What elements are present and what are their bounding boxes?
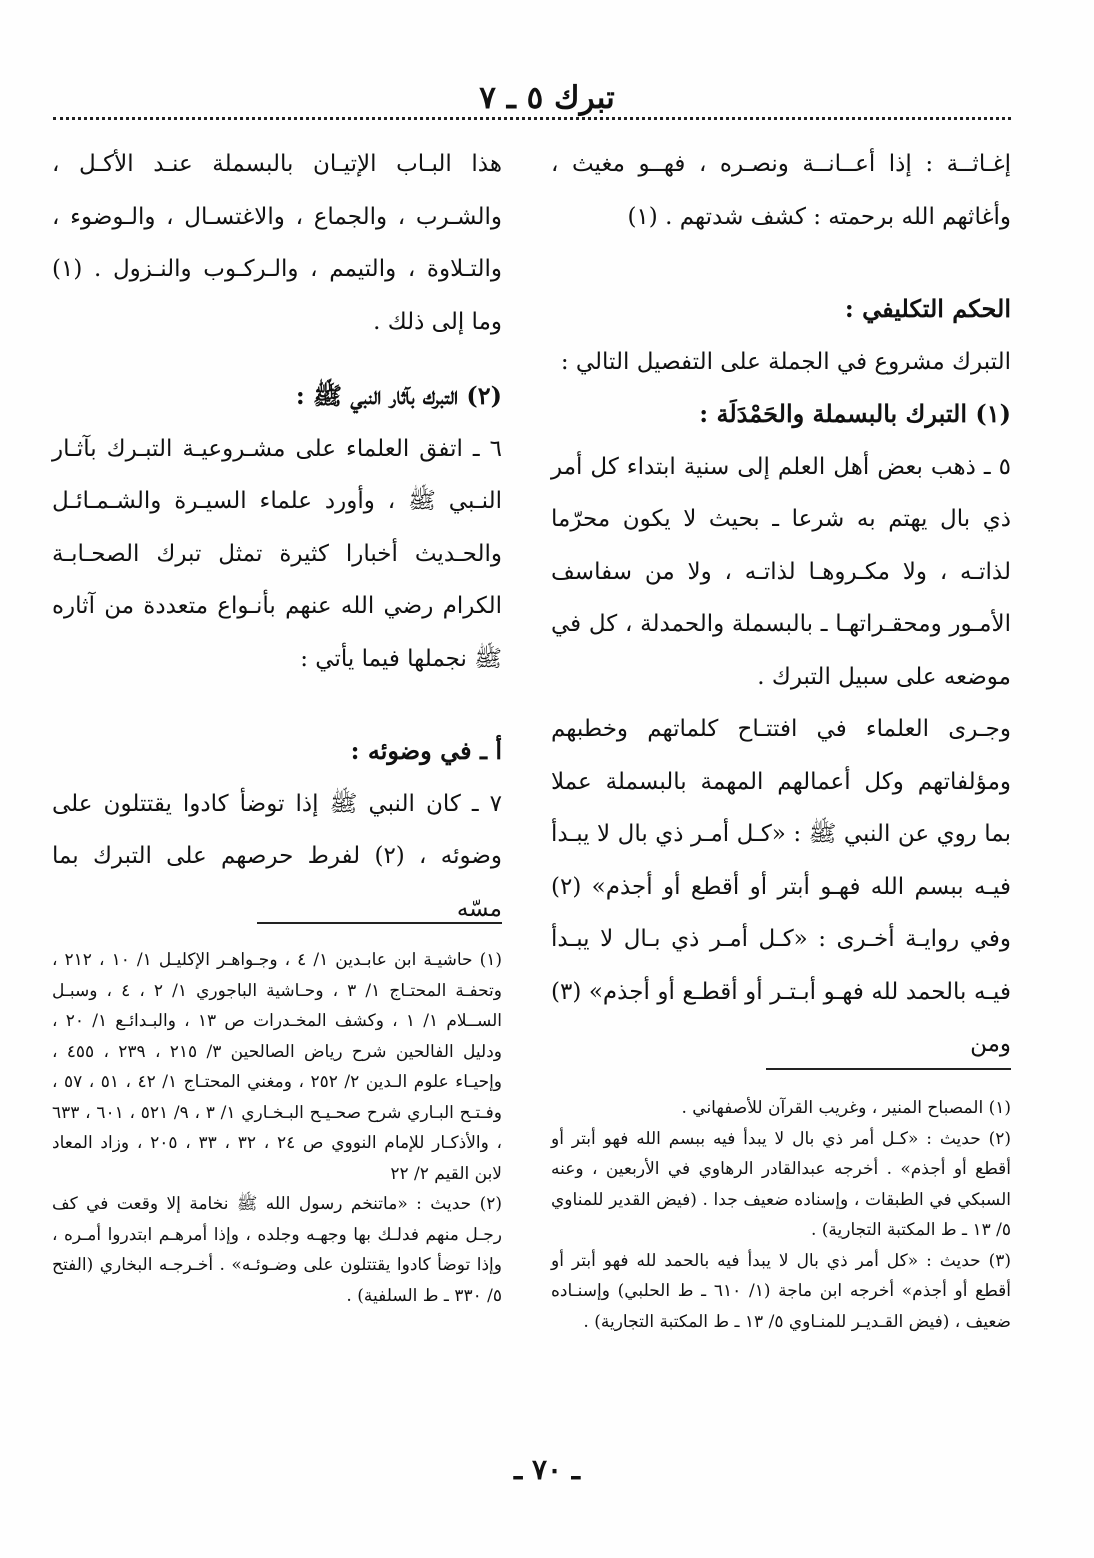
footnote-divider-right bbox=[766, 1068, 1011, 1070]
footnotes-right bbox=[551, 1093, 1011, 1337]
right-paragraph-4: وجـرى العلماء في افتتـاح كلماتهم وخطبهم ومؤلفاتهم وكل أعمالهم المهمة بالبسملة عملا بما روي عن النبي ﷺ : «كـل أمـر ذي بال لا يبـدأ فيـه ببسم الله فهـو أبتر أو أقطع أو أجذم» (٢) وفي روايـة أخـرى : «كـل أمـر ذي بـال لا يبـدأ فيـه بالحمد لله فهـو أبـتـر أو أقطـع أو أجذم» (٣) ومن bbox=[551, 716, 1011, 1057]
right-heading-basmala: (١) التبرك بالبسملة والحَمْدَلَة : bbox=[699, 399, 1011, 428]
footnote-left-2: (٢) حديث : «ماتنخم رسول الله ﷺ نخامة إلا وقعت في كف رجـل منهم فدلـك بها وجهـه وجلده ، وإذا أمرهـم ابتدروا أمـره ، وإذا توضأ كادوا يقتتلون على وضـوئـه» . أخـرجـه البخاري (الفتح ٥/ ٣٣٠ ـ ط السلفية) . bbox=[52, 1194, 502, 1306]
footnotes-left bbox=[52, 945, 502, 1311]
left-heading-relics: (٢) التبرك بآثار النبي ﷺ : bbox=[295, 381, 502, 410]
left-paragraph-3: ٧ ـ كان النبي ﷺ إذا توضأ كادوا يقتتلون على وضوئه ، (٢) لفرط حرصهم على التبرك بما مسّه bbox=[52, 790, 502, 922]
footnote-left-1: (١) حاشيـة ابن عابـدين ١/ ٤ ، وجـواهـر الإكليـل ١/ ١٠ ، ٢١٢ ، وتحفـة المحتـاج ١/ ٣ ، وحـاشية الباجوري ١/ ٢ ، ٤ ، وسبـل الســلام ١/ ١ ، وكشف المخـدرات ص ١٣ ، والبـدائـع ١/ ٢٠ ، ودليل الفالحين شرح رياض الصالحين ٣/ ٢١٥ ، ٢٣٩ ، ٤٥٥ ، وإحيـاء علوم الـدين ٢/ ٢٥٢ ، ومغني المحتـاج ١/ ٤٢ ، ٥١ ، ٥٧ ، وفـتـح البـاري شرح صحـيـح البـخـاري ١/ ٣ ، ٩/ ٥٢١ ، ٦٠١ ، ٦٣٣ ، والأذكـار للإمام النووي ص ٢٤ ، ٣٢ ، ٣٣ ، ٢٠٥ ، وزاد المعاد لابن القيم ٢/ ٢٢ bbox=[52, 950, 503, 1184]
left-heading-wudu: أ ـ في وضوئه : bbox=[350, 736, 502, 765]
right-paragraph-3: ٥ ـ ذهب بعض أهل العلم إلى سنية ابتداء كل أمر ذي بال يهتم به شرعا ـ بحيث لا يكون محرّما لذاتـه ، ولا مكـروهـا لذاتـه ، ولا من سفاسف الأمـور ومحقـراتهـا ـ بالبسملة والحمدلة ، كل في موضعه على سبيل التبرك . bbox=[551, 453, 1011, 690]
footnote-right-1: (١) المصباح المنير ، وغريب القرآن للأصفهاني . bbox=[681, 1098, 1011, 1118]
left-column bbox=[52, 138, 502, 935]
footnote-divider-left bbox=[257, 922, 502, 924]
left-paragraph-1: هذا البـاب الإتيـان بالبسملة عنـد الأكـل ، والشـرب ، والجماع ، والاغتسـال ، والـوضوء ، والتـلاوة ، والتيمم ، والـركـوب والنـزول . (١) وما إلى ذلك . bbox=[52, 151, 502, 335]
right-paragraph-1: إغـاثــة : إذا أعــانــة ونصـره ، فهــو مغيث ، وأغاثهم الله برحمته : كشف شدتهم . (١) bbox=[551, 151, 1011, 230]
page-number: ـ ٧٠ ـ bbox=[514, 1453, 580, 1486]
right-column bbox=[551, 138, 1011, 1071]
footnote-right-3: (٣) حديث : «كل أمر ذي بال لا يبدأ فيه بالحمد لله فهو أبتر أو أقطع أو أجذم» أخرجه ابن ماجة (١/ ٦١٠ ـ ط الحلبي) وإسنـاده ضعيف ، (فيض القـديـر للمنـاوي ٥/ ١٣ ـ ط المكتبة التجارية) . bbox=[551, 1250, 1012, 1332]
footnote-right-2: (٢) حديث : «كـل أمر ذي بال لا يبدأ فيه ببسم الله فهو أبتر أو أقطع أو أجذم» . أخرجه عبدالقادر الرهاوي في الأربعين ، وعنه السبكي في الطبقات ، وإسناده ضعيف جدا . (فيض القدير للمناوي ٥/ ١٣ ـ ط المكتبة التجارية) . bbox=[551, 1128, 1011, 1240]
header-dotted-divider bbox=[53, 117, 1011, 120]
right-heading-ruling: الحكم التكليفي : bbox=[844, 294, 1011, 323]
page-header-title: تبرك ٥ ـ ٧ bbox=[479, 80, 615, 116]
right-paragraph-2: التبرك مشروع في الجملة على التفصيل التالي : bbox=[560, 348, 1011, 375]
left-paragraph-2: ٦ ـ اتفق العلماء على مشـروعيـة التبـرك بآثـار النـبي ﷺ ، وأورد علماء السيـرة والشـمـائـل والحـديث أخبارا كثيرة تمثل تبرك الصحـابـة الكرام رضي الله عنهم بأنـواع متعددة من آثاره ﷺ نجملها فيما يأتي : bbox=[52, 435, 502, 672]
